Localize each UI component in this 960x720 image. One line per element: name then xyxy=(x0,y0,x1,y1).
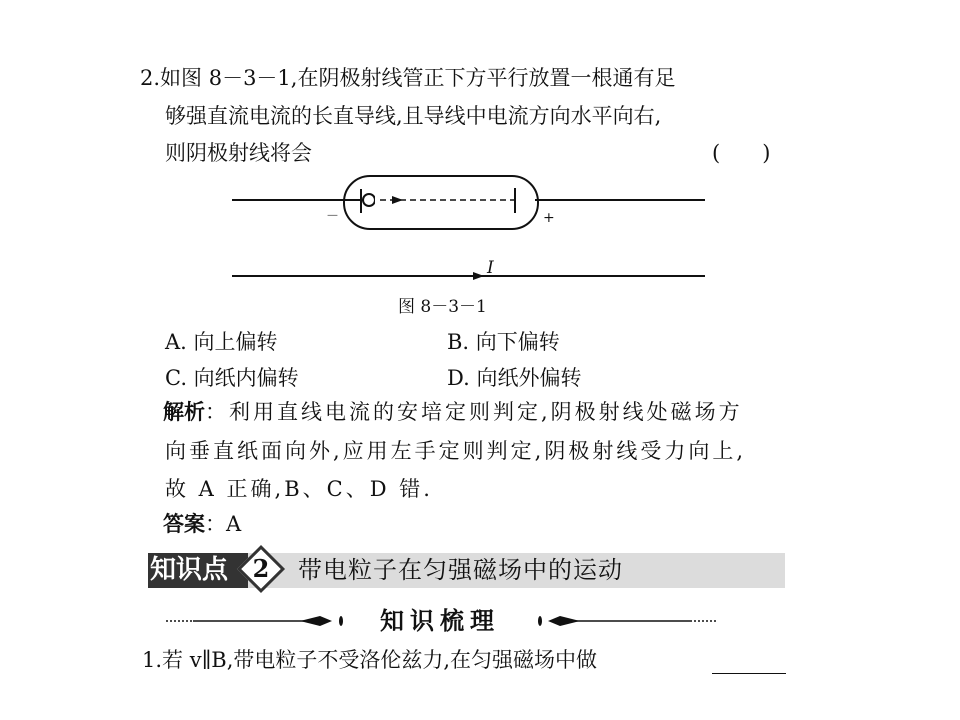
current-label: I xyxy=(487,258,494,278)
option-c: C. 向纸内偏转 xyxy=(165,366,299,390)
analysis-label: 解析 xyxy=(163,400,205,424)
answer-line xyxy=(163,512,241,536)
subheading: 知识梳理 xyxy=(380,607,500,635)
current-arrow-icon xyxy=(473,272,484,280)
section-number: 2 xyxy=(252,554,270,583)
cathode-circle xyxy=(363,194,375,206)
analysis-line-3: 故 A 正确,B、C、D 错. xyxy=(165,477,433,501)
section-tag: 知识点 xyxy=(148,553,248,588)
section-title: 带电粒子在匀强磁场中的运动 xyxy=(298,556,623,584)
question-line-1: 2.如图 8－3－1,在阴极射线管正下方平行放置一根通有足 xyxy=(140,66,676,90)
analysis-line-1 xyxy=(163,400,743,424)
minus-sign: － xyxy=(326,209,340,224)
option-b: B. 向下偏转 xyxy=(447,330,560,354)
question-line-2: 够强直流电流的长直导线,且导线中电流方向水平向右, xyxy=(165,104,662,128)
answer-label: 答案 xyxy=(163,512,205,536)
analysis-text-1: ：利用直线电流的安培定则判定,阴极射线处磁场方 xyxy=(205,400,743,424)
analysis-line-2: 向垂直纸面向外,应用左手定则判定,阴极射线受力向上, xyxy=(165,439,747,463)
fill-in-blank xyxy=(712,673,786,674)
answer-value: ：A xyxy=(205,512,242,536)
option-d: D. 向纸外偏转 xyxy=(447,366,582,390)
answer-bracket: ( ) xyxy=(712,141,771,165)
section-banner xyxy=(148,553,785,588)
cathode-ray-tube-figure xyxy=(0,0,960,330)
plus-sign: + xyxy=(543,210,555,226)
figure-caption: 图 8－3－1 xyxy=(398,297,487,317)
item-1: 1.若 v∥B,带电粒子不受洛伦兹力,在匀强磁场中做 xyxy=(142,648,598,672)
option-a: A. 向上偏转 xyxy=(165,330,278,354)
question-line-3: 则阴极射线将会 xyxy=(165,141,312,165)
